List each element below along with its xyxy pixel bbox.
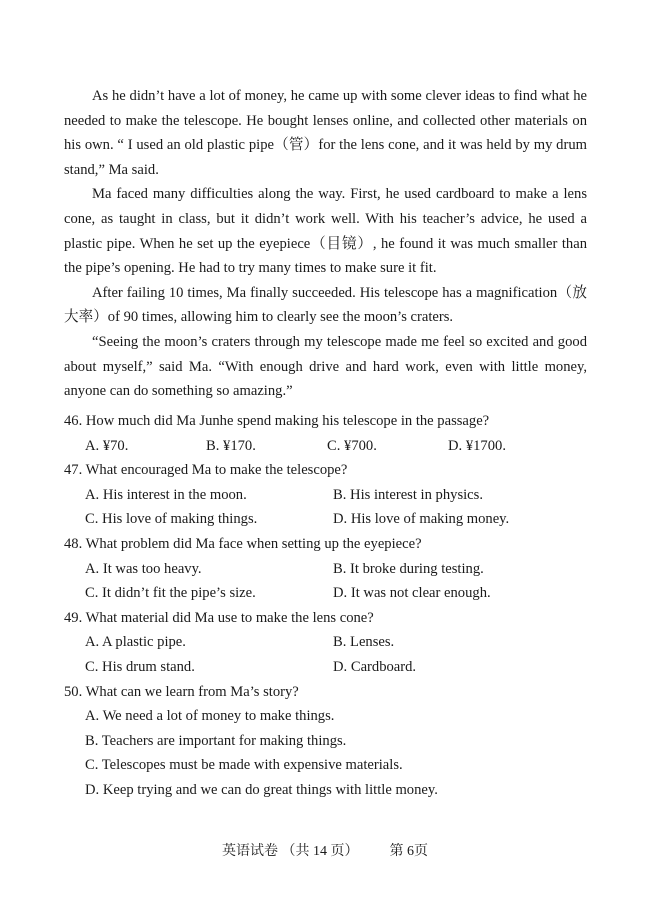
passage-paragraph-3: After failing 10 times, Ma finally succeeded. His telescope has a magnification（放大率）of 90 times, allowing him to clearly see the moon’s craters. [64, 284, 587, 326]
option-a: A. ¥70. [85, 437, 129, 454]
passage-paragraph-2: Ma faced many difficulties along the way. First, he used cardboard to make a lens cone, as taught in class, but it didn’t work well. With his teacher’s advice, he used a plastic pipe. When he set up the eyepiece（目镜）, he found it was much smaller than the pipe’s opening. He had to try many times to make sure it fit. [64, 186, 587, 277]
passage-paragraph-1: As he didn’t have a lot of money, he came up with some clever ideas to find what he needed to make the telescope. He bought lenses online, and collected other materials on his own. “ I used an old plastic pipe（管）for the lens cone, and it was held by my drum stand,” Ma said. [64, 88, 587, 178]
question-stem: 47. What encouraged Ma to make the telescope? [64, 462, 348, 479]
answer-options [64, 630, 604, 679]
question-46 [64, 409, 604, 458]
option-a: A. His interest in the moon. [85, 486, 247, 503]
answer-options [64, 704, 604, 802]
option-c: C. ¥700. [327, 437, 377, 454]
question-48 [64, 532, 604, 606]
option-d: D. Cardboard. [333, 658, 417, 675]
passage-paragraph-4: “Seeing the moon’s craters through my telescope made me feel so excited and good about myself,” said Ma. “With enough drive and hard work, even with little money, anyone can do something so amazing.” [64, 333, 587, 400]
question-47 [64, 458, 604, 532]
question-stem: 49. What material did Ma use to make the lens cone? [64, 609, 374, 626]
question-stem: 50. What can we learn from Ma’s story? [64, 683, 299, 700]
answer-options [64, 434, 604, 459]
question-50 [64, 680, 604, 803]
option-c: C. It didn’t fit the pipe’s size. [85, 585, 256, 602]
option-a: A. We need a lot of money to make things. [85, 708, 335, 725]
page-footer [0, 842, 650, 862]
option-d: D. It was not clear enough. [333, 585, 491, 602]
option-d: D. ¥1700. [448, 437, 506, 454]
answer-options [64, 557, 604, 606]
answer-options [64, 483, 604, 532]
option-d: D. Keep trying and we can do great things with little money. [85, 781, 438, 798]
option-b: B. Teachers are important for making things. [85, 732, 347, 749]
option-b: B. ¥170. [206, 437, 256, 454]
exam-name: 英语试卷 [222, 844, 278, 859]
page-total: （共 14 页） [281, 844, 359, 859]
reading-passage [64, 84, 587, 404]
option-b: B. Lenses. [333, 634, 395, 651]
question-stem: 48. What problem did Ma face when setting up the eyepiece? [64, 535, 422, 552]
option-d: D. His love of making money. [333, 511, 510, 528]
option-a: A. A plastic pipe. [85, 634, 186, 651]
option-c: C. His love of making things. [85, 511, 258, 528]
option-b: B. It broke during testing. [333, 560, 484, 577]
option-c: C. Telescopes must be made with expensive materials. [85, 757, 403, 774]
question-list [64, 409, 604, 803]
question-stem: 46. How much did Ma Junhe spend making his telescope in the passage? [64, 413, 490, 429]
option-b: B. His interest in physics. [333, 486, 483, 503]
page-number: 第 6页 [389, 844, 428, 859]
option-a: A. It was too heavy. [85, 560, 202, 577]
question-49 [64, 606, 604, 680]
option-c: C. His drum stand. [85, 658, 195, 675]
